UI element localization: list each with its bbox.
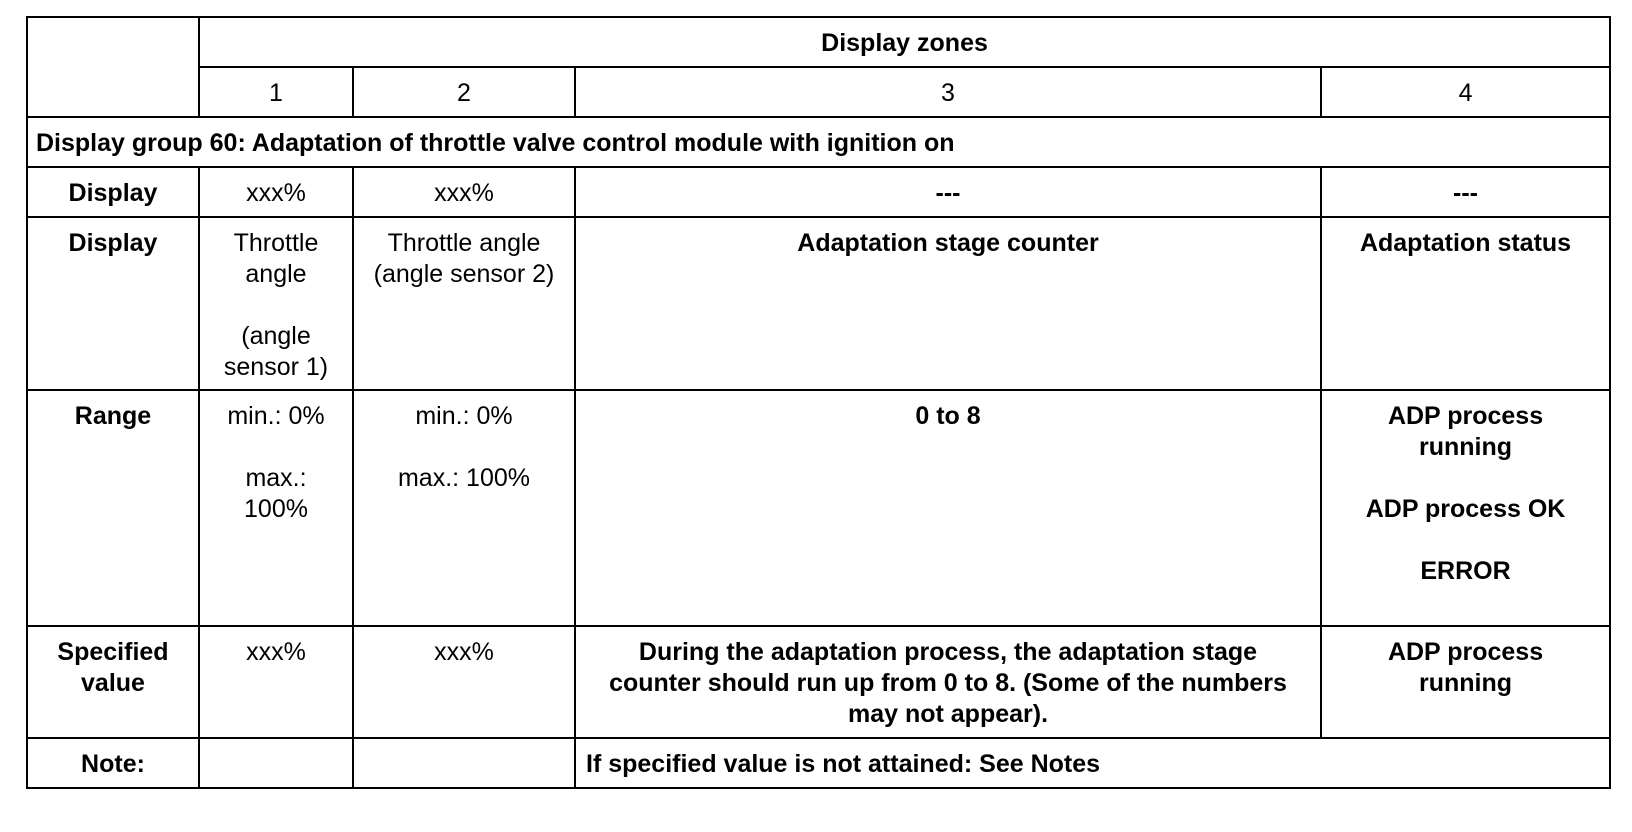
specified-zone-4: ADP process running	[1321, 626, 1610, 738]
adp-ok-text: ADP process OK	[1365, 495, 1566, 523]
display-value-zone-1: xxx%	[199, 167, 353, 217]
note-row	[27, 738, 1610, 788]
see-notes-link[interactable]: See Notes	[979, 750, 1101, 778]
range-zone-3: 0 to 8	[575, 390, 1321, 626]
zone-3-heading: 3	[575, 67, 1321, 117]
range-zone-2	[353, 390, 575, 626]
row-label-display: Display	[27, 167, 199, 217]
display-zones-heading: Display zones	[199, 17, 1610, 67]
table-header-row	[27, 17, 1610, 67]
display-group-title: Display group 60: Adaptation of throttle valve control module with ignition on	[27, 117, 1610, 167]
angle-sensor-1-text: (angle sensor 1)	[223, 322, 329, 381]
note-zone-3	[575, 738, 1610, 788]
row-label-specified: Specified value	[27, 626, 199, 738]
specified-value-row	[27, 626, 1610, 738]
range-min-zone-2: min.: 0%	[415, 402, 513, 430]
display-name-zone-1	[199, 217, 353, 390]
specified-zone-2: xxx%	[353, 626, 575, 738]
specified-zone-1: xxx%	[199, 626, 353, 738]
range-zone-4	[1321, 390, 1610, 626]
display-value-zone-3: ---	[575, 167, 1321, 217]
display-value-zone-4: ---	[1321, 167, 1610, 217]
range-min-zone-1: min.: 0%	[227, 402, 325, 430]
throttle-angle-text: Throttle angle	[233, 229, 319, 288]
row-label-display-2: Display	[27, 217, 199, 390]
note-zone-2	[353, 738, 575, 788]
zone-1-heading: 1	[199, 67, 353, 117]
range-row	[27, 390, 1610, 626]
display-value-zone-2: xxx%	[353, 167, 575, 217]
zone-4-heading: 4	[1321, 67, 1610, 117]
adp-running-text: ADP process running	[1387, 402, 1544, 461]
header-blank-cell	[27, 17, 199, 117]
row-label-range: Range	[27, 390, 199, 626]
display-names-row	[27, 217, 1610, 390]
display-group-row	[27, 117, 1610, 167]
measuring-value-table	[26, 16, 1611, 789]
note-zone-1	[199, 738, 353, 788]
error-text: ERROR	[1420, 557, 1511, 585]
display-values-row	[27, 167, 1610, 217]
display-name-zone-4: Adaptation status	[1321, 217, 1610, 390]
specified-zone-3: During the adaptation process, the adaptation stage counter should run up from 0 to 8. (Some of the numbers may not appear).	[575, 626, 1321, 738]
display-name-zone-2: Throttle angle (angle sensor 2)	[353, 217, 575, 390]
zone-2-heading: 2	[353, 67, 575, 117]
display-name-zone-3: Adaptation stage counter	[575, 217, 1321, 390]
range-max-zone-2: max.: 100%	[397, 464, 530, 492]
zone-numbers-row	[27, 67, 1610, 117]
range-zone-1	[199, 390, 353, 626]
range-max-zone-1: max.: 100%	[244, 464, 308, 523]
note-text: If specified value is not attained:	[586, 750, 973, 778]
row-label-note: Note:	[27, 738, 199, 788]
